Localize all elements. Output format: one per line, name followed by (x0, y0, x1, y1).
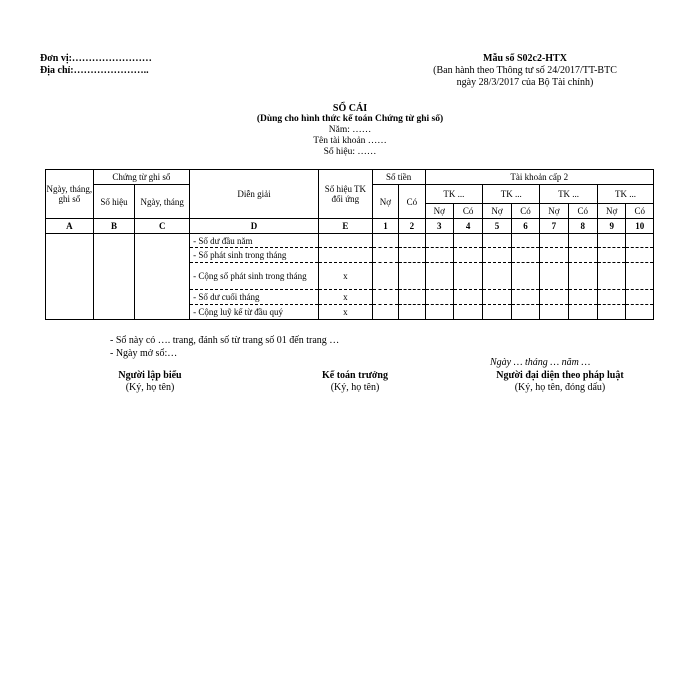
tk-3-credit-header: Có (568, 204, 597, 219)
tk-1-debit-header: Nợ (425, 204, 453, 219)
unit-line: Đơn vị:…………………… (40, 53, 152, 64)
amount-cell[interactable] (626, 234, 654, 248)
column-index: D (190, 219, 319, 234)
col-debit-header: Nợ (372, 185, 398, 219)
col-tk-2-header: TK ... (483, 185, 540, 204)
amount-cell[interactable] (540, 305, 568, 320)
col-voucher-group-header: Chứng từ ghi sổ (93, 170, 189, 185)
address-line: Địa chỉ:………………….. (40, 65, 149, 76)
header-row-1 (46, 170, 654, 185)
column-index: 8 (568, 219, 597, 234)
col-date-header: Ngày, tháng, ghi sổ (46, 170, 94, 219)
tk-2-credit-header: Có (511, 204, 539, 219)
row-contra (318, 234, 372, 248)
col-sub-account-group-header: Tài khoản cấp 2 (425, 170, 653, 185)
col-tk-1-header: TK ... (425, 185, 483, 204)
column-index: A (46, 219, 94, 234)
amount-cell[interactable] (453, 234, 482, 248)
row-contra: x (318, 305, 372, 320)
col-voucher-date-header: Ngày, tháng (135, 185, 190, 219)
column-index: C (135, 219, 190, 234)
amount-cell[interactable] (399, 234, 425, 248)
amount-cell[interactable] (540, 290, 568, 305)
column-index: B (93, 219, 135, 234)
accountant-role: Kế toán trưởng (322, 370, 388, 381)
amount-cell[interactable] (540, 234, 568, 248)
amount-cell[interactable] (511, 248, 539, 263)
row-contra: x (318, 263, 372, 290)
amount-cell[interactable] (568, 248, 597, 263)
row-description: - Số dư cuối tháng (190, 290, 319, 305)
amount-cell[interactable] (483, 305, 511, 320)
col-amount-group-header: Số tiền (372, 170, 425, 185)
amount-cell[interactable] (453, 305, 482, 320)
amount-cell[interactable] (597, 234, 625, 248)
issued-line-1: (Ban hành theo Thông tư số 24/2017/TT-BTC (433, 65, 617, 76)
issued-line-2: ngày 28/3/2017 của Bộ Tài chính) (456, 77, 594, 88)
amount-cell[interactable] (453, 248, 482, 263)
amount-cell[interactable] (425, 305, 453, 320)
open-date-note: - Ngày mở sổ:… (110, 348, 178, 359)
form-info (380, 53, 670, 89)
table-row (46, 234, 654, 248)
row-description: - Cộng luỹ kế từ đầu quý (190, 305, 319, 320)
column-index: 7 (540, 219, 568, 234)
amount-cell[interactable] (399, 305, 425, 320)
legal-rep-role: Người đại diện theo pháp luật (496, 370, 624, 381)
column-index: E (318, 219, 372, 234)
amount-cell[interactable] (399, 263, 425, 290)
amount-cell[interactable] (597, 263, 625, 290)
legal-rep-note: (Ký, họ tên, đóng dấu) (514, 382, 606, 393)
amount-cell[interactable] (511, 305, 539, 320)
page-subtitle: (Dùng cho hình thức kế toán Chứng từ ghi sổ) (256, 114, 444, 124)
tk-1-credit-header: Có (453, 204, 482, 219)
column-index: 10 (626, 219, 654, 234)
amount-cell[interactable] (626, 263, 654, 290)
amount-cell[interactable] (511, 234, 539, 248)
amount-cell[interactable] (597, 248, 625, 263)
row-contra (318, 248, 372, 263)
accountant-note: (Ký, họ tên) (330, 382, 380, 393)
amount-cell[interactable] (372, 248, 398, 263)
ledger-table (45, 169, 654, 320)
amount-cell[interactable] (399, 290, 425, 305)
page-title: SỔ CÁI (332, 103, 368, 114)
amount-cell[interactable] (372, 263, 398, 290)
amount-cell[interactable] (597, 305, 625, 320)
amount-cell[interactable] (568, 234, 597, 248)
column-index: 1 (372, 219, 398, 234)
amount-cell[interactable] (540, 263, 568, 290)
preparer-role: Người lập biểu (118, 370, 182, 381)
col-tk-3-header: TK ... (540, 185, 598, 204)
account-name-line: Tên tài khoản …… (313, 136, 387, 146)
col-contra-account-header: Số hiệu TK đối ứng (318, 170, 372, 219)
voucher-date-cell[interactable] (135, 234, 190, 320)
row-description: - Số phát sinh trong tháng (190, 248, 319, 263)
amount-cell[interactable] (511, 290, 539, 305)
amount-cell[interactable] (453, 290, 482, 305)
row-contra: x (318, 290, 372, 305)
column-index: 3 (425, 219, 453, 234)
tk-2-debit-header: Nợ (483, 204, 511, 219)
amount-cell[interactable] (597, 290, 625, 305)
tk-4-credit-header: Có (626, 204, 654, 219)
row-description: - Cộng số phát sinh trong tháng (190, 263, 319, 290)
amount-cell[interactable] (425, 248, 453, 263)
notes-block (110, 334, 339, 360)
signature-legal-representative (470, 370, 650, 394)
amount-cell[interactable] (372, 234, 398, 248)
amount-cell[interactable] (483, 290, 511, 305)
amount-cell[interactable] (425, 263, 453, 290)
signature-chief-accountant (290, 370, 420, 394)
amount-cell[interactable] (483, 234, 511, 248)
column-index: 4 (453, 219, 482, 234)
column-index: 2 (399, 219, 425, 234)
year-line: Năm: …… (328, 125, 372, 135)
tk-3-debit-header: Nợ (540, 204, 568, 219)
amount-cell[interactable] (483, 263, 511, 290)
signature-preparer (85, 370, 215, 394)
amount-cell[interactable] (540, 248, 568, 263)
column-index: 6 (511, 219, 539, 234)
amount-cell[interactable] (483, 248, 511, 263)
pages-note: - Sổ này có …. trang, đánh số từ trang số 01 đến trang … (110, 335, 340, 346)
col-description-header: Diễn giải (190, 170, 319, 219)
amount-cell[interactable] (372, 305, 398, 320)
amount-cell[interactable] (568, 290, 597, 305)
tk-4-debit-header: Nợ (597, 204, 625, 219)
amount-cell[interactable] (372, 290, 398, 305)
date-cell[interactable] (46, 234, 94, 320)
amount-cell[interactable] (425, 234, 453, 248)
account-number-line: Số hiệu: …… (323, 147, 377, 157)
column-index-row (46, 219, 654, 234)
form-code: Mẫu số S02c2-HTX (483, 53, 567, 64)
amount-cell[interactable] (453, 263, 482, 290)
column-index: 9 (597, 219, 625, 234)
amount-cell[interactable] (425, 290, 453, 305)
unit-info (40, 53, 152, 77)
row-description: - Số dư đầu năm (190, 234, 319, 248)
preparer-note: (Ký, họ tên) (125, 382, 175, 393)
column-index: 5 (483, 219, 511, 234)
col-tk-4-header: TK ... (597, 185, 653, 204)
col-credit-header: Có (399, 185, 425, 219)
amount-cell[interactable] (626, 290, 654, 305)
signing-date-line: Ngày … tháng … năm … (490, 357, 591, 368)
title-block (200, 103, 500, 158)
amount-cell[interactable] (568, 305, 597, 320)
amount-cell[interactable] (568, 263, 597, 290)
amount-cell[interactable] (399, 248, 425, 263)
amount-cell[interactable] (626, 305, 654, 320)
amount-cell[interactable] (511, 263, 539, 290)
amount-cell[interactable] (626, 248, 654, 263)
col-voucher-number-header: Số hiệu (93, 185, 135, 219)
voucher-number-cell[interactable] (93, 234, 135, 320)
